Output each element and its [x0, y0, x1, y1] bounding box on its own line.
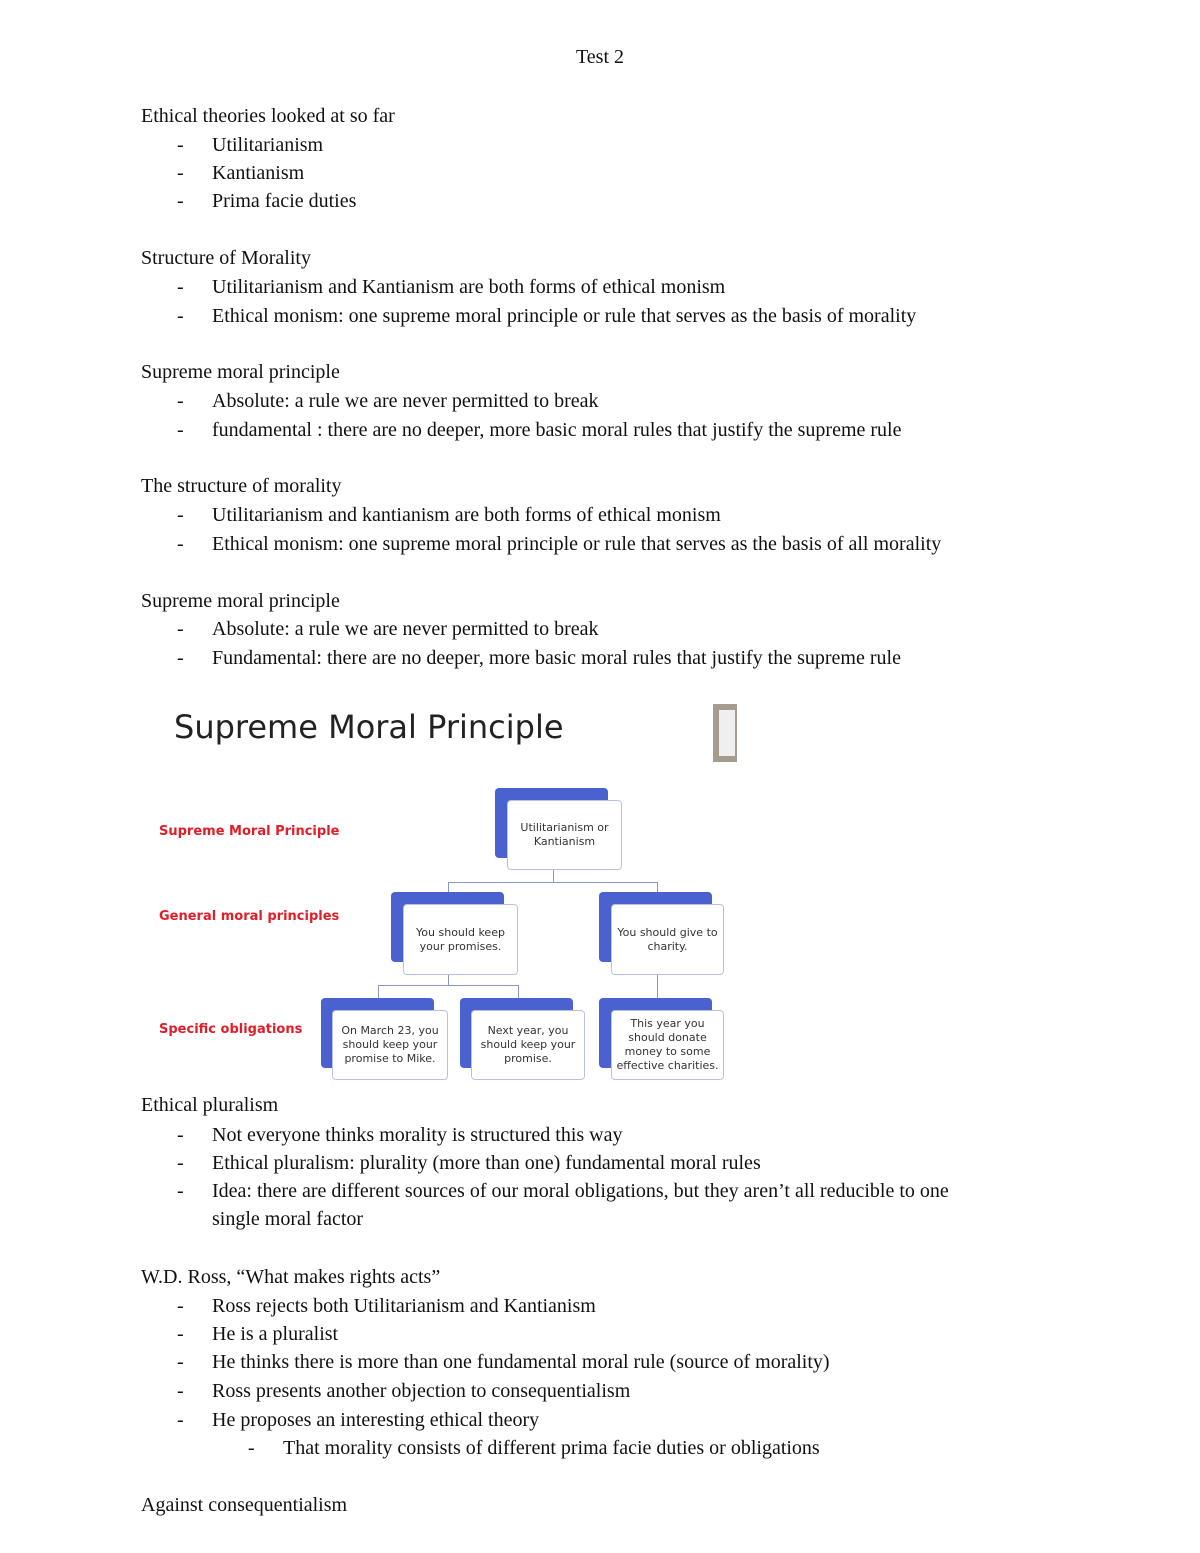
- section-heading: The structure of morality: [141, 475, 342, 497]
- bullet-dash: -: [177, 134, 184, 156]
- node-specific-march: On March 23, you should keep your promise to Mike.: [332, 1010, 448, 1080]
- bullet-dash: -: [177, 190, 184, 212]
- bullet-dash: -: [177, 390, 184, 412]
- bullet-dash: -: [177, 533, 184, 555]
- list-item: Utilitarianism and Kantianism are both forms of ethical monism: [212, 276, 726, 298]
- slide-diagram: [141, 700, 741, 1085]
- list-item: Utilitarianism: [212, 134, 324, 156]
- list-item: Kantianism: [212, 162, 305, 184]
- list-item: Ross rejects both Utilitarianism and Kantianism: [212, 1295, 596, 1317]
- bullet-dash: -: [248, 1437, 255, 1459]
- list-item-nested: That morality consists of different prima facie duties or obligations: [283, 1437, 820, 1459]
- bullet-dash: -: [177, 419, 184, 441]
- section-heading: Supreme moral principle: [141, 361, 340, 383]
- connector-line: [553, 870, 554, 882]
- list-item: Prima facie duties: [212, 190, 357, 212]
- node-general-charity: You should give to charity.: [611, 904, 724, 975]
- connector-line: [518, 985, 519, 998]
- connector-line: [448, 882, 658, 883]
- bullet-dash: -: [177, 1351, 184, 1373]
- node-root: Utilitarianism or Kantianism: [507, 800, 622, 870]
- list-item: Utilitarianism and kantianism are both forms of ethical monism: [212, 504, 721, 526]
- bullet-dash: -: [177, 618, 184, 640]
- list-item: Ethical monism: one supreme moral principle or rule that serves as the basis of all morality: [212, 533, 942, 555]
- bullet-dash: -: [177, 1180, 184, 1202]
- bullet-dash: -: [177, 647, 184, 669]
- connector-line: [378, 985, 518, 986]
- connector-line: [448, 975, 449, 985]
- level-label-supreme: Supreme Moral Principle: [159, 824, 340, 839]
- section-heading: Against consequentialism: [141, 1494, 348, 1516]
- bullet-dash: -: [177, 1380, 184, 1402]
- bullet-dash: -: [177, 305, 184, 327]
- section-heading: Ethical theories looked at so far: [141, 105, 395, 127]
- connector-line: [378, 985, 379, 998]
- bullet-dash: -: [177, 1295, 184, 1317]
- node-specific-nextyear: Next year, you should keep your promise.: [471, 1010, 585, 1080]
- node-specific-charity: This year you should donate money to some effective charities.: [611, 1010, 724, 1080]
- list-item: He proposes an interesting ethical theory: [212, 1409, 540, 1431]
- list-item-continuation: single moral factor: [212, 1208, 364, 1230]
- section-heading: Supreme moral principle: [141, 590, 340, 612]
- list-item: He thinks there is more than one fundamental moral rule (source of morality): [212, 1351, 830, 1373]
- section-heading: Ethical pluralism: [141, 1094, 279, 1116]
- bullet-dash: -: [177, 1124, 184, 1146]
- list-item: Idea: there are different sources of our moral obligations, but they aren’t all reducible to one: [212, 1180, 949, 1202]
- list-item: Ross presents another objection to consequentialism: [212, 1380, 631, 1402]
- list-item: fundamental : there are no deeper, more basic moral rules that justify the supreme rule: [212, 419, 902, 441]
- list-item: Absolute: a rule we are never permitted to break: [212, 618, 599, 640]
- list-item: Absolute: a rule we are never permitted to break: [212, 390, 599, 412]
- slide-title: Supreme Moral Principle: [174, 708, 564, 746]
- node-general-promises: You should keep your promises.: [403, 904, 518, 975]
- bullet-dash: -: [177, 1323, 184, 1345]
- bullet-dash: -: [177, 504, 184, 526]
- list-item: Fundamental: there are no deeper, more basic moral rules that justify the supreme rule: [212, 647, 901, 669]
- bullet-dash: -: [177, 1409, 184, 1431]
- bullet-dash: -: [177, 162, 184, 184]
- section-heading: Structure of Morality: [141, 247, 311, 269]
- level-label-general: General moral principles: [159, 909, 340, 924]
- section-heading: W.D. Ross, “What makes rights acts”: [141, 1266, 441, 1288]
- bullet-dash: -: [177, 1152, 184, 1174]
- connector-line: [657, 975, 658, 998]
- slide-thumbnail-inner: [719, 710, 735, 756]
- list-item: Not everyone thinks morality is structured this way: [212, 1124, 623, 1146]
- list-item: Ethical monism: one supreme moral principle or rule that serves as the basis of morality: [212, 305, 917, 327]
- level-label-specific: Specific obligations: [159, 1022, 303, 1037]
- list-item: Ethical pluralism: plurality (more than one) fundamental moral rules: [212, 1152, 761, 1174]
- list-item: He is a pluralist: [212, 1323, 339, 1345]
- page-title: Test 2: [575, 46, 625, 68]
- bullet-dash: -: [177, 276, 184, 298]
